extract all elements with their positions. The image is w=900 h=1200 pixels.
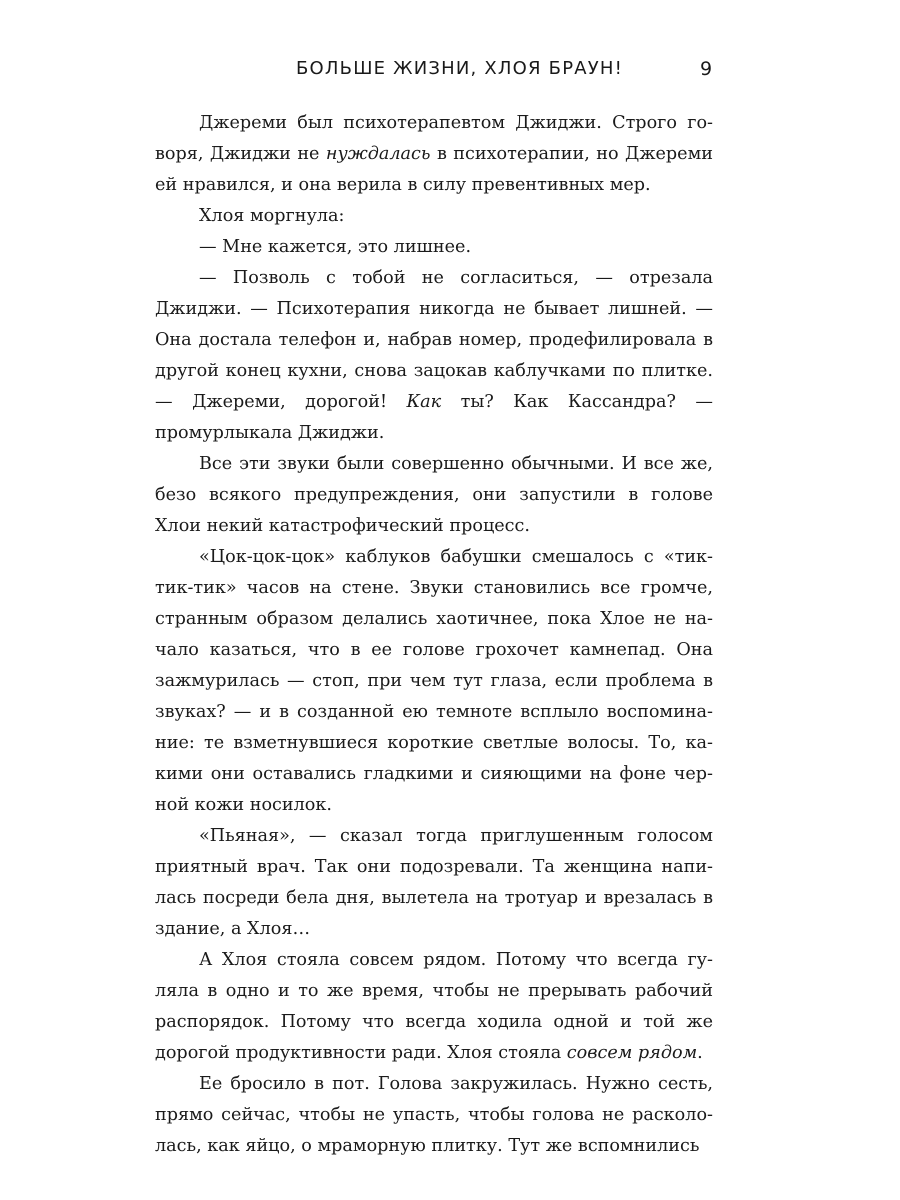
paragraph-1-text-a: Джереми был психотерапевтом Джиджи. Строго говоря, Джиджи не xyxy=(155,113,713,164)
paragraph-4 xyxy=(155,263,713,449)
paragraph-1 xyxy=(155,108,713,201)
body-text xyxy=(155,108,713,1162)
paragraph-4-emphasis: Как xyxy=(406,392,442,412)
paragraph-8-text-a: А Хлоя стояла совсем рядом. Потому что всегда гуляла в одно и то же время, чтобы не прерывать рабочий распорядок. Потому что всегда ходила одной и той же дорогой продуктивности ради. Хлоя стояла xyxy=(155,950,713,1063)
paragraph-6: «Цок-цок-цок» каблуков бабушки смешалось с «тик-тик-тик» часов на стене. Звуки становились все громче, странным образом делались хаотичнее, пока Хлое не начало казаться, что в ее голове грохочет камнепад. Она зажмурилась — стоп, при чем тут глаза, если проблема в звуках? — и в созданной ею темноте всплыло воспоминание: те взметнувшиеся короткие светлые волосы. То, какими они оставались гладкими и сияющими на фоне черной кожи носилок. xyxy=(155,547,713,815)
paragraph-4-text-a: — Позволь с тобой не согласиться, — отрезала Джиджи. — Психотерапия никогда не бывает лишней. — Она достала телефон и, набрав номер, продефилировала в другой конец кухни, снова зацокав каблучками по плитке. — Джереми, дорогой! xyxy=(155,268,713,412)
paragraph-7: «Пьяная», — сказал тогда приглушенным голосом приятный врач. Так они подозревали. Та женщина напилась посреди бела дня, вылетела на тротуар и врезалась в здание, а Хлоя… xyxy=(155,826,713,939)
paragraph-1-emphasis: нуждалась xyxy=(325,144,431,164)
paragraph-2: Хлоя моргнула: xyxy=(199,206,345,226)
paragraph-4-text-b: ты? Как Кассандра? — промурлыкала Джиджи. xyxy=(155,392,713,443)
running-title: БОЛЬШЕ ЖИЗНИ, ХЛОЯ БРАУН! xyxy=(296,58,624,79)
paragraph-8-text-b: . xyxy=(697,1043,703,1063)
paragraph-1-text-b: в психотерапии, но Джереми ей нравился, и она верила в силу превентивных мер. xyxy=(155,144,713,195)
paragraph-8 xyxy=(155,945,713,1069)
paragraph-3: — Мне кажется, это лишнее. xyxy=(199,237,472,257)
page-number: 9 xyxy=(700,58,713,80)
paragraph-9: Ее бросило в пот. Голова закружилась. Нужно сесть, прямо сейчас, чтобы не упасть, чтобы голова не раскололась, как яйцо, о мраморную плитку. Тут же вспомнились xyxy=(155,1074,713,1156)
running-header xyxy=(0,58,900,88)
paragraph-5: Все эти звуки были совершенно обычными. И все же, безо всякого предупреждения, они запустили в голове Хлои некий катастрофический процесс. xyxy=(155,454,713,536)
paragraph-8-emphasis: совсем рядом xyxy=(566,1043,698,1063)
